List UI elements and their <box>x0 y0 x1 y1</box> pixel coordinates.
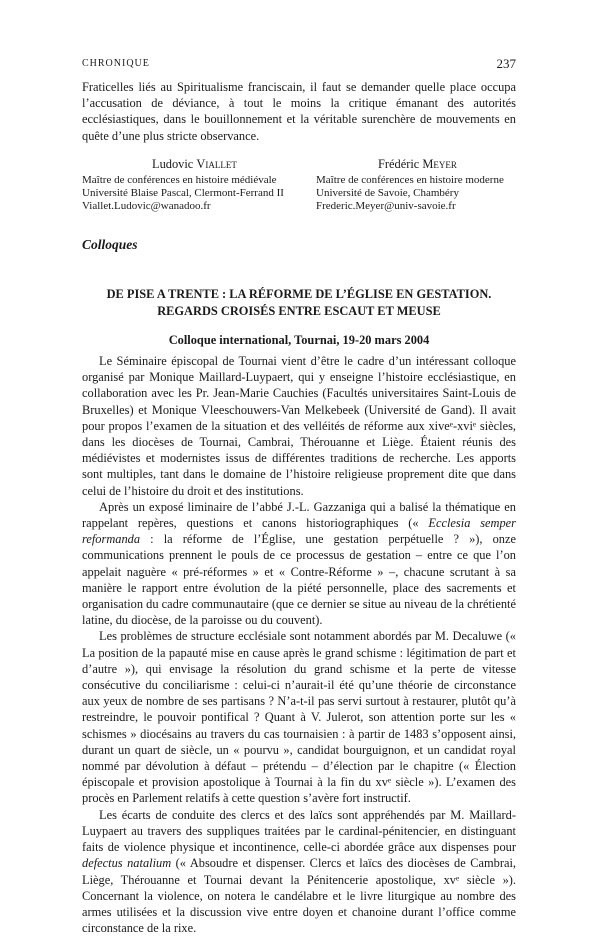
paragraph-text: Les écarts de conduite des clercs et des laïcs sont appréhendés par M. Maillard-Luypaert au travers des suppliques traitées par le cardinal-pénitencier, en distinguant faits de violence physique et incontinence, celle-ci abordée grâce aux dispenses pour <box>82 807 516 855</box>
article-subtitle: Colloque international, Tournai, 19-20 mars 2004 <box>168 333 430 347</box>
article-title-line-2: REGARDS CROISÉS ENTRE ESCAUT ET MEUSE <box>157 304 441 318</box>
author-signature-left <box>82 157 312 214</box>
paragraph-text: Après un exposé liminaire de l’abbé J.-L. Gazzaniga qui a balisé la thématique en rappelant repères, questions et canons historiographiques (« <box>82 499 516 531</box>
author-last-name: Viallet <box>196 157 237 171</box>
body-paragraph-4 <box>82 807 516 936</box>
running-head <box>82 56 516 72</box>
author-signature-right <box>316 157 516 214</box>
author-email: Viallet.Ludovic@wanadoo.fr <box>82 200 211 213</box>
author-first-name: Frédéric <box>378 157 420 171</box>
author-position: Maître de conférences en histoire moderne <box>316 174 504 186</box>
author-name <box>316 157 516 172</box>
intro-paragraph-block <box>82 79 516 144</box>
author-last-name: Meyer <box>422 157 457 171</box>
article-title <box>82 286 516 320</box>
intro-paragraph: Fraticelles liés au Spiritualisme franciscain, il faut se demander quelle place occupa l’accusation de déviance, à tout le moins la critique émanant des autorités ecclésiastiques, dans le bouillonnement et la véritable surenchère de mouvements en quête d’une plus stricte observance. <box>82 80 516 143</box>
paragraph-text: (« Absoudre et dispenser. Clercs et laïcs des diocèses de Cambrai, Liège, Thérouanne et Tournai devant la Pénitencerie apostolique, xvᵉ siècle »). Concernant la violence, on notera le candélabre et le livre liturgique au nombre des armes utilisées et la discussion vive entre doyen et chanoine durant l’office comme circonstance de la rixe. <box>82 856 516 936</box>
paragraph-text: : la réforme de l’Église, une gestation perpétuelle ? »), onze communications prennent le pouls de ce processus de gestation – entre ce que l’on appelait naguère « pré-réformes » et « Contre-Réforme » –, chacune scrutant à sa manière le rapport entre évolution de la piété personnelle, place des sacrements et organisation du cadre communautaire (que ce dernier se situe au niveau de la chrétienté latine, du diocèse, de la paroisse ou du couvent). <box>82 532 516 628</box>
author-institution: Université Blaise Pascal, Clermont-Ferrand II <box>82 187 284 200</box>
author-email: Frederic.Meyer@univ-savoie.fr <box>316 200 456 213</box>
body-paragraph-1: Le Séminaire épiscopal de Tournai vient d’être le cadre d’un intéressant colloque organisé par Monique Maillard-Luypaert, qui y enseigne l’histoire ecclésiastique, en collaboration avec les Pr. Jean-Marie Cauchies (Facultés universitaires Saint-Louis de Bruxelles) et Monique Vleeschouwers-Van Melkebeek (Université de Gand). Il avait pour propos l’examen de la situation et des velléités de réforme aux xiveᵉ-xviᵉ siècles, dans les diocèses de Tournai, Cambrai, Thérouanne et Liège. Étaient réunis des médiévistes et modernistes issus de différentes traditions de recherche. Les apports sont multiples, tant dans le domaine de l’histoire religieuse proprement dite que dans celui de l’histoire du droit et des institutions. <box>82 354 516 498</box>
latin-phrase: Ecclesia semper reformanda <box>82 516 516 547</box>
author-first-name: Ludovic <box>152 157 194 171</box>
author-institution: Université de Savoie, Chambéry <box>316 187 459 200</box>
section-heading: Colloques <box>82 237 138 252</box>
author-name <box>82 157 312 172</box>
article-title-line-1: DE PISE A TRENTE : LA RÉFORME DE L’ÉGLISE EN GESTATION. <box>106 287 492 301</box>
body-paragraph-2 <box>82 499 516 629</box>
body-paragraph-3: Les problèmes de structure ecclésiale sont notamment abordés par M. Decaluwe (« La position de la papauté mise en cause après le grand schisme : légitimation de part et d’autre »), qui envisage la résolution du grand schisme et la perte de vitesse consécutive du conciliarisme : celui-ci n’aurait-il été qu’une théorie de circonstance aux yeux de nombre de ses partisans ? N’a-t-il pas servi surtout à restaurer, plutôt qu’à restreindre, le pouvoir pontifical ? Quant à V. Julerot, son attention porte sur les « schismes » diocésains au travers du cas tournaisien : à partir de 1483 s’opposent ainsi, durant un quart de siècle, un « pourvu », candidat bourguignon, et un candidat royal nommé par dévolution à défaut – prétendu – d’élection par le chapitre (« Élection épiscopale et provision apostolique à Tournai à la fin du xvᵉ siècle »). L’examen des procès en Parlement relatifs à cette question s’avère fort instructif. <box>82 629 516 806</box>
latin-phrase: defectus natalium <box>82 856 172 871</box>
author-position: Maître de conférences en histoire médiévale <box>82 174 277 186</box>
running-title: CHRONIQUE <box>82 58 150 69</box>
article-body <box>82 353 516 936</box>
page-number: 237 <box>496 56 516 71</box>
